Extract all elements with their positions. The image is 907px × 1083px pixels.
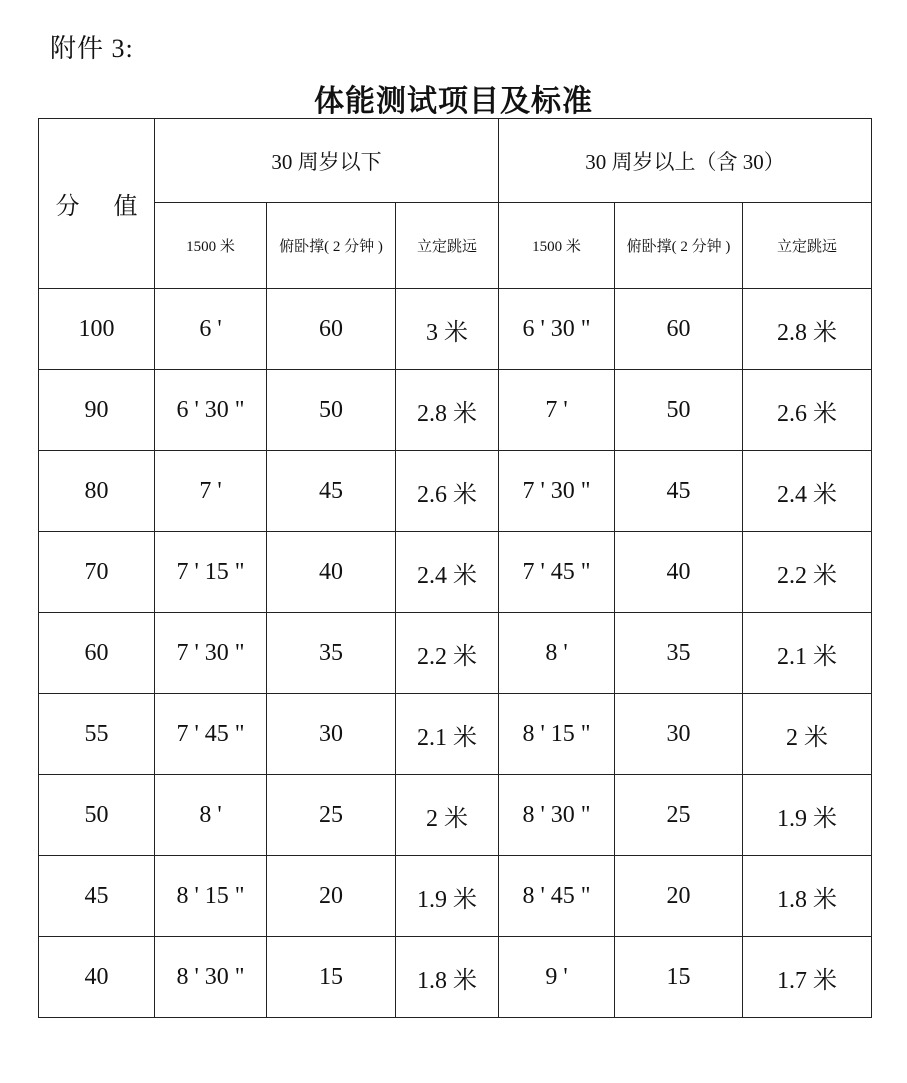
long-jump-cell: 2.4 米 — [743, 451, 872, 532]
pushup-cell: 30 — [267, 694, 396, 775]
long-jump-cell: 2 米 — [743, 694, 872, 775]
score-cell: 70 — [39, 532, 155, 613]
run-1500m-cell: 7 ' 45 " — [155, 694, 267, 775]
pushup-cell: 30 — [615, 694, 743, 775]
pushup-cell: 35 — [267, 613, 396, 694]
document-title: 体能测试项目及标准 — [314, 85, 593, 118]
long-jump-cell: 2.8 米 — [743, 289, 872, 370]
score-cell: 45 — [39, 856, 155, 937]
long-jump-cell: 1.9 米 — [396, 856, 499, 937]
long-jump-cell: 1.8 米 — [743, 856, 872, 937]
table-row — [39, 694, 872, 775]
long-jump-cell: 2.6 米 — [396, 451, 499, 532]
run-1500m-cell: 8 ' 15 " — [499, 694, 615, 775]
pushup-cell: 60 — [267, 289, 396, 370]
run-1500m-cell: 8 ' — [155, 775, 267, 856]
long-jump-cell: 3 米 — [396, 289, 499, 370]
run-1500m-cell: 8 ' 45 " — [499, 856, 615, 937]
pushup-cell: 50 — [267, 370, 396, 451]
long-jump-cell: 2.4 米 — [396, 532, 499, 613]
column-header: 俯卧撑( 2 分钟 ) — [615, 203, 743, 289]
run-1500m-cell: 7 ' 30 " — [499, 451, 615, 532]
score-cell: 80 — [39, 451, 155, 532]
pushup-cell: 45 — [615, 451, 743, 532]
table-row — [39, 775, 872, 856]
long-jump-cell: 1.7 米 — [743, 937, 872, 1018]
table-row — [39, 532, 872, 613]
run-1500m-cell: 8 ' — [499, 613, 615, 694]
long-jump-cell: 2.1 米 — [396, 694, 499, 775]
fitness-standards-table — [38, 118, 872, 1018]
run-1500m-cell: 6 ' — [155, 289, 267, 370]
pushup-cell: 25 — [267, 775, 396, 856]
column-header: 1500 米 — [499, 203, 615, 289]
column-header: 立定跳远 — [396, 203, 499, 289]
pushup-cell: 40 — [615, 532, 743, 613]
pushup-cell: 25 — [615, 775, 743, 856]
score-cell: 50 — [39, 775, 155, 856]
table-row — [39, 613, 872, 694]
group-header-under-30: 30 周岁以下 — [155, 119, 499, 203]
pushup-cell: 40 — [267, 532, 396, 613]
long-jump-cell: 2.2 米 — [743, 532, 872, 613]
pushup-cell: 50 — [615, 370, 743, 451]
run-1500m-cell: 7 ' 15 " — [155, 532, 267, 613]
pushup-cell: 60 — [615, 289, 743, 370]
group-header-30-and-over: 30 周岁以上（含 30） — [499, 119, 872, 203]
score-cell: 60 — [39, 613, 155, 694]
long-jump-cell: 2.6 米 — [743, 370, 872, 451]
table-row — [39, 289, 872, 370]
run-1500m-cell: 8 ' 15 " — [155, 856, 267, 937]
long-jump-cell: 2.2 米 — [396, 613, 499, 694]
run-1500m-cell: 8 ' 30 " — [155, 937, 267, 1018]
pushup-cell: 45 — [267, 451, 396, 532]
column-header: 俯卧撑( 2 分钟 ) — [267, 203, 396, 289]
pushup-cell: 20 — [267, 856, 396, 937]
pushup-cell: 20 — [615, 856, 743, 937]
column-header: 1500 米 — [155, 203, 267, 289]
pushup-cell: 35 — [615, 613, 743, 694]
run-1500m-cell: 6 ' 30 " — [499, 289, 615, 370]
column-header: 立定跳远 — [743, 203, 872, 289]
table-row — [39, 370, 872, 451]
score-header: 分 值 — [39, 119, 155, 289]
run-1500m-cell: 9 ' — [499, 937, 615, 1018]
run-1500m-cell: 8 ' 30 " — [499, 775, 615, 856]
score-cell: 90 — [39, 370, 155, 451]
run-1500m-cell: 7 ' — [499, 370, 615, 451]
score-cell: 40 — [39, 937, 155, 1018]
run-1500m-cell: 7 ' — [155, 451, 267, 532]
long-jump-cell: 2.1 米 — [743, 613, 872, 694]
run-1500m-cell: 6 ' 30 " — [155, 370, 267, 451]
attachment-label: 附件 3: — [50, 34, 134, 63]
table-row — [39, 856, 872, 937]
run-1500m-cell: 7 ' 45 " — [499, 532, 615, 613]
pushup-cell: 15 — [267, 937, 396, 1018]
long-jump-cell: 2 米 — [396, 775, 499, 856]
table-row — [39, 451, 872, 532]
long-jump-cell: 2.8 米 — [396, 370, 499, 451]
long-jump-cell: 1.9 米 — [743, 775, 872, 856]
score-cell: 100 — [39, 289, 155, 370]
score-cell: 55 — [39, 694, 155, 775]
run-1500m-cell: 7 ' 30 " — [155, 613, 267, 694]
long-jump-cell: 1.8 米 — [396, 937, 499, 1018]
table-row — [39, 937, 872, 1018]
pushup-cell: 15 — [615, 937, 743, 1018]
